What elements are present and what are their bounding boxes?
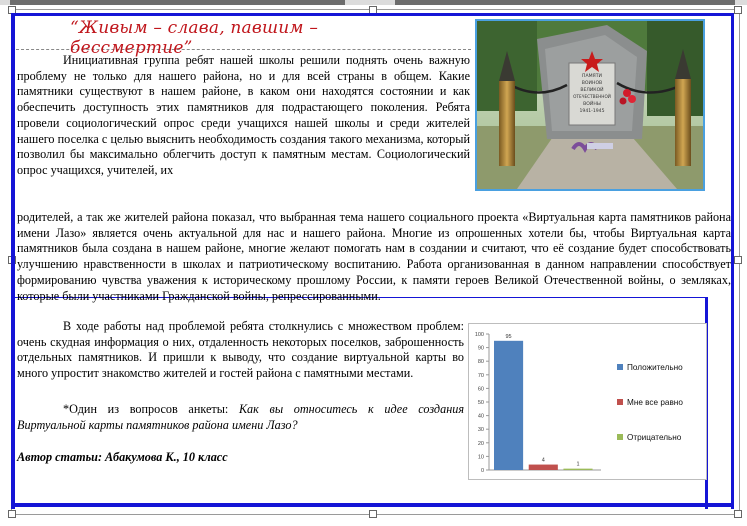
y-tick-label: 10 bbox=[477, 454, 484, 461]
y-tick-label: 0 bbox=[480, 468, 484, 474]
blue-border-left bbox=[11, 13, 15, 509]
survey-question-label: *Один из вопросов анкеты: bbox=[63, 402, 229, 416]
survey-question-paragraph bbox=[17, 402, 464, 433]
plaque-line: ОТЕЧЕСТВЕННОЙ bbox=[573, 94, 611, 99]
survey-question-text: Как вы относитесь к идее создания Виртуальной карты памятников района имени Лазо? bbox=[17, 402, 464, 432]
y-tick-label: 80 bbox=[477, 359, 484, 366]
plaque-line: ВОИНОВ bbox=[581, 81, 603, 86]
y-tick-label: 20 bbox=[477, 440, 484, 447]
blue-border-right bbox=[731, 13, 734, 509]
resize-handle-bottom-left[interactable] bbox=[8, 510, 16, 518]
bar bbox=[494, 341, 523, 470]
legend-label: Отрицательно bbox=[627, 433, 682, 442]
plaque-line: ВЕЛИКОЙ bbox=[580, 88, 604, 93]
data-label: 95 bbox=[505, 333, 512, 340]
legend-label: Мне все равно bbox=[627, 398, 683, 407]
resize-handle-top-right[interactable] bbox=[734, 6, 742, 14]
y-tick-label: 90 bbox=[477, 345, 484, 352]
memorial-photo-image bbox=[477, 21, 703, 189]
plaque-line: 1941-1945 bbox=[579, 109, 605, 114]
plaque-line: ВОЙНЫ bbox=[583, 102, 601, 107]
plaque-line: ПАМЯТИ bbox=[582, 74, 602, 79]
article-title: “Живым – слава, павшим – бессмертие” bbox=[70, 18, 319, 58]
bar bbox=[563, 469, 592, 470]
legend-swatch bbox=[617, 434, 623, 440]
article-author: Автор статьи: Абакумова К., 10 класс bbox=[17, 450, 228, 464]
data-label: 1 bbox=[576, 461, 580, 468]
y-tick-label: 100 bbox=[474, 332, 484, 338]
blue-border-bottom bbox=[11, 503, 734, 507]
resize-handle-bottom[interactable] bbox=[369, 510, 377, 518]
y-tick-label: 50 bbox=[477, 400, 484, 406]
survey-chart-svg bbox=[469, 324, 706, 479]
problems-paragraph: В ходе работы над проблемой ребята столкнулись с множеством проблем: очень скудная информация о них, отдаленность некоторых поселков, заброшенность отдельных памятников. И пришли к выводу, что создание виртуальной карты во много упростит знакомство жителей и гостей района с памятными местами. bbox=[17, 319, 464, 381]
legend-swatch bbox=[617, 364, 623, 370]
resize-handle-bottom-right[interactable] bbox=[734, 510, 742, 518]
survey-chart[interactable] bbox=[468, 323, 707, 480]
y-tick-label: 30 bbox=[477, 427, 484, 434]
data-label: 4 bbox=[541, 457, 545, 464]
bar bbox=[529, 465, 558, 470]
memorial-photo[interactable] bbox=[475, 19, 705, 191]
legend-label: Положительно bbox=[627, 363, 683, 372]
legend-swatch bbox=[617, 399, 623, 405]
intro-paragraph: Инициативная группа ребят нашей школы решили поднять очень важную проблему не только для нашего района, но и для всей страны в общем. Какие памятники существуют в нашем районе, в каком они находятся состоянии и как обеспечить доступность этих памятников для подрастающего поколения. Ребята провели социологический опрос среди учащихся нашей школы и среди жителей нашего поселка с целью выяснить необходимость создания такого механизма, который позволил бы максимально облегчить доступ к памятным местам. Социологический опрос учащихся, учителей, их bbox=[17, 53, 470, 177]
intro-paragraph-continued: родителей, а так же жителей района показал, что выбранная тема нашего социального проекта «Виртуальная карта памятников района имени Лазо» является очень актуальной для нас и нашего района. Многие из опрошенных хотели бы, чтобы Виртуальная карта памятников была создана в нашем районе, многие желают помогать нам в создании и считают, что её создание будет способствовать улучшению нравственности в школах и патриотическому воспитанию. Работа организованная в данном направлении способствует формированию чувства уважения к историческому прошлому России, к памяти героев Великой Отечественной войны, о земляках, которые были участниками Гражданской войны, репрессированными. bbox=[17, 210, 731, 303]
resize-handle-right[interactable] bbox=[734, 256, 742, 264]
blue-border-top bbox=[11, 13, 734, 16]
y-tick-label: 60 bbox=[477, 386, 484, 393]
y-tick-label: 70 bbox=[477, 372, 484, 379]
y-tick-label: 40 bbox=[477, 413, 484, 420]
top-ruler-strip bbox=[0, 0, 747, 5]
